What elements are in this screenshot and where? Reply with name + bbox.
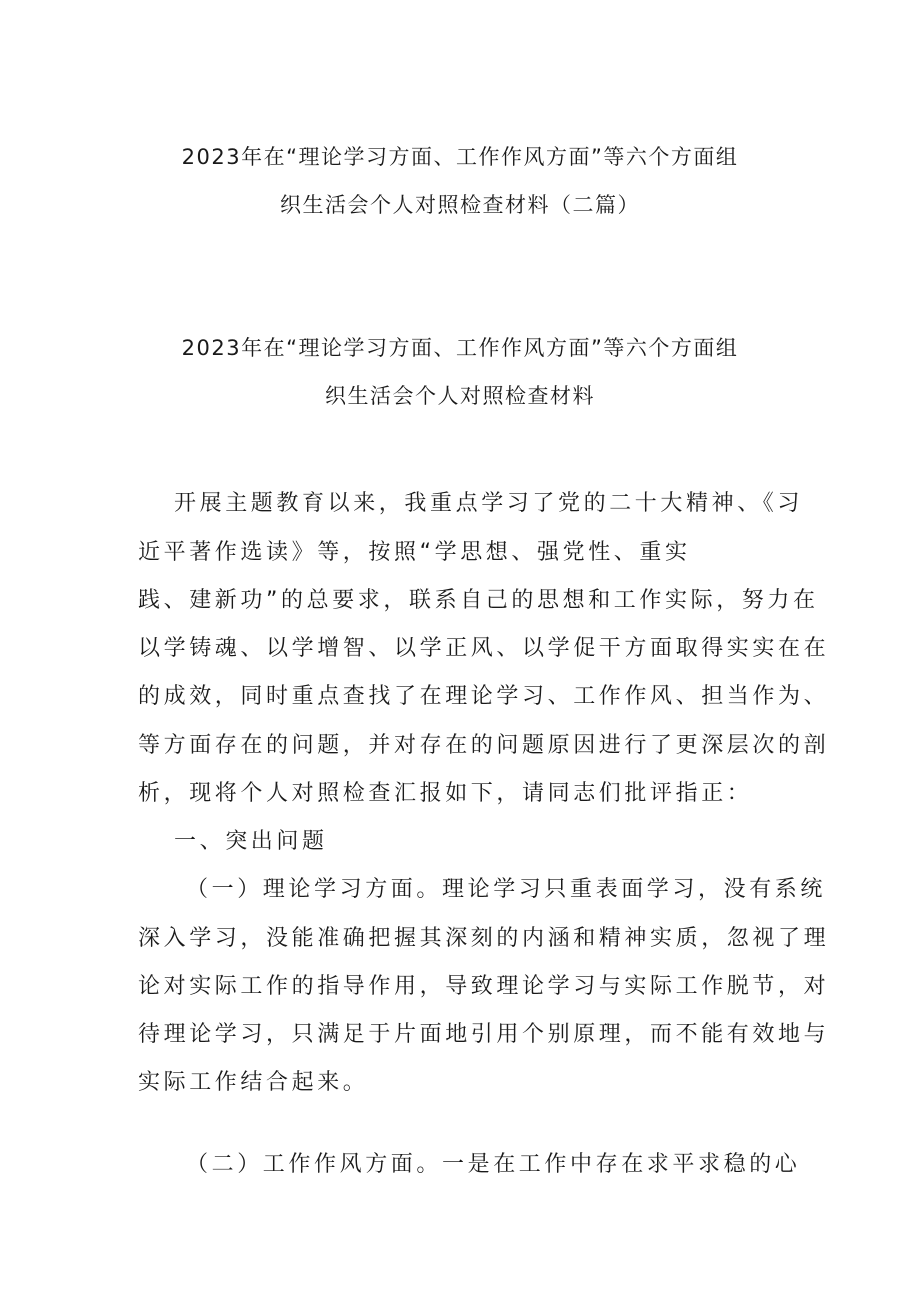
intro-line-4: 以学铸魂、以学增智、以学正风、以学促干方面取得实实在在 (138, 636, 830, 661)
intro-line-1: 开展主题教育以来，我重点学习了党的二十大精神、《习 (174, 491, 804, 516)
intro-line-2: 近平著作选读》等，按照“学思想、强党性、重实 (138, 540, 691, 565)
section1-line-5: 实际工作结合起来。 (138, 1070, 369, 1095)
intro-line-5: 的成效，同时重点查找了在理论学习、工作作风、担当作为、 (138, 684, 830, 709)
intro-line-3: 践、建新功”的总要求，联系自己的思想和工作实际，努力在 (138, 588, 819, 613)
intro-line-7: 析，现将个人对照检查汇报如下，请同志们批评指正： (138, 781, 753, 806)
main-title-line-2: 织生活会个人对照检查材料（二篇） (280, 193, 640, 217)
main-title-line-1: 2023年在“理论学习方面、工作作风方面”等六个方面组 (181, 145, 739, 169)
section2-line-1: （二）工作作风方面。一是在工作中存在求平求稳的心 (186, 1152, 801, 1177)
intro-line-6: 等方面存在的问题，并对存在的问题原因进行了更深层次的剖 (138, 733, 830, 758)
section1-line-4: 待理论学习，只满足于片面地引用个别原理，而不能有效地与 (138, 1022, 830, 1047)
section1-line-2: 深入学习，没能准确把握其深刻的内涵和精神实质，忽视了理 (138, 926, 830, 951)
section1-line-3: 论对实际工作的指导作用，导致理论学习与实际工作脱节，对 (138, 974, 830, 999)
sub-title-line-2: 织生活会个人对照检查材料 (325, 384, 595, 408)
section-heading: 一、突出问题 (174, 829, 328, 854)
section1-line-1: （一）理论学习方面。理论学习只重表面学习，没有系统 (186, 877, 827, 902)
sub-title-line-1: 2023年在“理论学习方面、工作作风方面”等六个方面组 (181, 336, 739, 360)
